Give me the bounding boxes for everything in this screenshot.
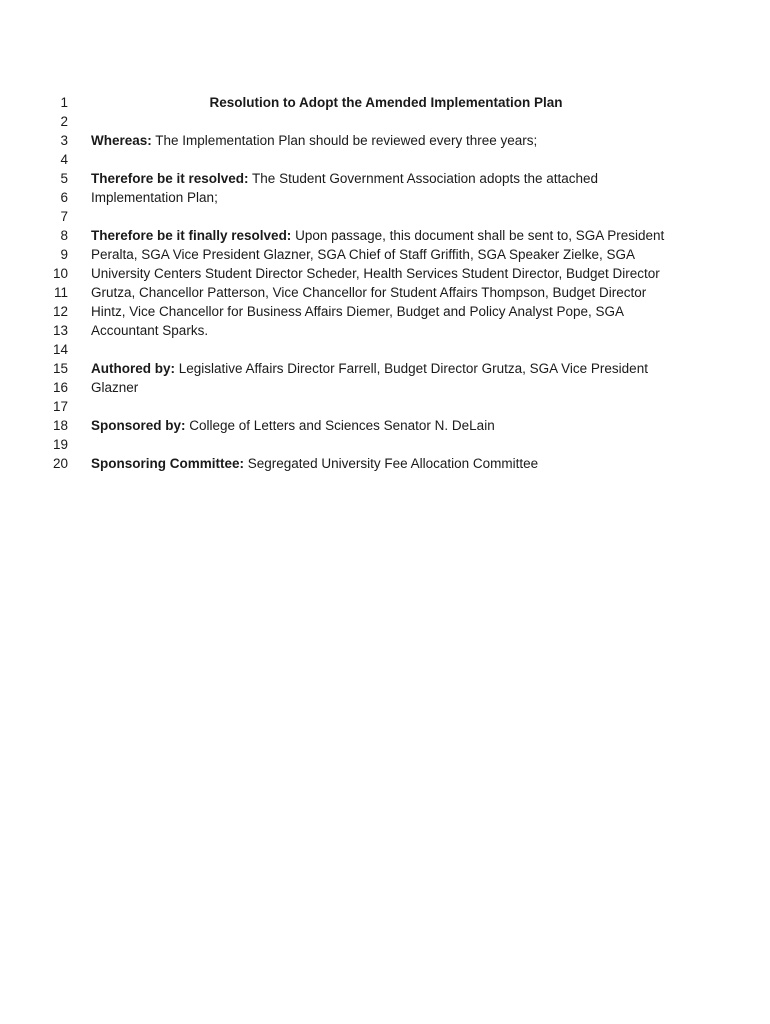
authored-label: Authored by: [91,361,175,376]
resolved-clause [91,169,598,188]
document-line-4 [0,150,770,169]
whereas-clause [91,131,537,150]
line-number: 14 [52,342,68,357]
document-line-8 [0,226,770,245]
line-number: 1 [60,95,68,110]
line-number: 16 [52,380,68,395]
line-number: 20 [52,456,68,471]
document-title: Resolution to Adopt the Amended Implementation Plan [209,95,563,110]
whereas-text: The Implementation Plan should be reviewed every three years; [151,133,538,148]
resolved-label: Therefore be it resolved: [91,171,249,186]
line-number: 7 [60,209,68,224]
document-line-5 [0,169,770,188]
whereas-label: Whereas: [91,133,152,148]
line-number: 4 [60,152,68,167]
document-line-14 [0,340,770,359]
resolved-text-continued: Implementation Plan; [91,190,218,205]
committee-clause [91,454,538,473]
document-line-2 [0,112,770,131]
finally-resolved-text-continued: Accountant Sparks. [91,323,209,338]
line-number: 8 [60,228,68,243]
document-line-17 [0,397,770,416]
line-number: 19 [52,437,68,452]
document-line-11 [0,283,770,302]
line-number: 9 [60,247,68,262]
line-number: 3 [60,133,68,148]
finally-resolved-clause [91,226,664,245]
line-number: 6 [60,190,68,205]
line-number: 12 [52,304,68,319]
line-number: 2 [60,114,68,129]
finally-resolved-text-continued: University Centers Student Director Scheder, Health Services Student Director, Budget Director [91,266,660,281]
finally-resolved-text-continued: Hintz, Vice Chancellor for Business Affairs Diemer, Budget and Policy Analyst Pope, SGA [91,304,625,319]
document-line-9 [0,245,770,264]
authored-text: Legislative Affairs Director Farrell, Budget Director Grutza, SGA Vice President [175,361,648,376]
sponsored-clause [91,416,495,435]
line-number: 10 [52,266,68,281]
document-line-18 [0,416,770,435]
line-number: 5 [60,171,68,186]
document-line-10 [0,264,770,283]
document-line-16 [0,378,770,397]
document-line-20 [0,454,770,473]
finally-resolved-text-continued: Peralta, SGA Vice President Glazner, SGA Chief of Staff Griffith, SGA Speaker Zielke, SGA [91,247,636,262]
finally-resolved-text-continued: Grutza, Chancellor Patterson, Vice Chancellor for Student Affairs Thompson, Budget Director [91,285,647,300]
committee-label: Sponsoring Committee: [91,456,245,471]
resolved-text: The Student Government Association adopts the attached [248,171,599,186]
document-line-15 [0,359,770,378]
line-number: 15 [52,361,68,376]
document-line-6 [0,188,770,207]
document-line-13 [0,321,770,340]
document-line-7 [0,207,770,226]
sponsored-label: Sponsored by: [91,418,186,433]
sponsored-text: College of Letters and Sciences Senator N. DeLain [185,418,495,433]
authored-text-continued: Glazner [91,380,139,395]
finally-resolved-text: Upon passage, this document shall be sent to, SGA President [291,228,665,243]
finally-resolved-label: Therefore be it finally resolved: [91,228,292,243]
line-number: 13 [52,323,68,338]
document-line-3 [0,131,770,150]
committee-text: Segregated University Fee Allocation Committee [244,456,539,471]
line-number: 17 [52,399,68,414]
document-line-19 [0,435,770,454]
document-line-1 [0,93,770,112]
document-line-12 [0,302,770,321]
line-number: 11 [53,285,68,300]
authored-clause [91,359,648,378]
line-number: 18 [52,418,68,433]
